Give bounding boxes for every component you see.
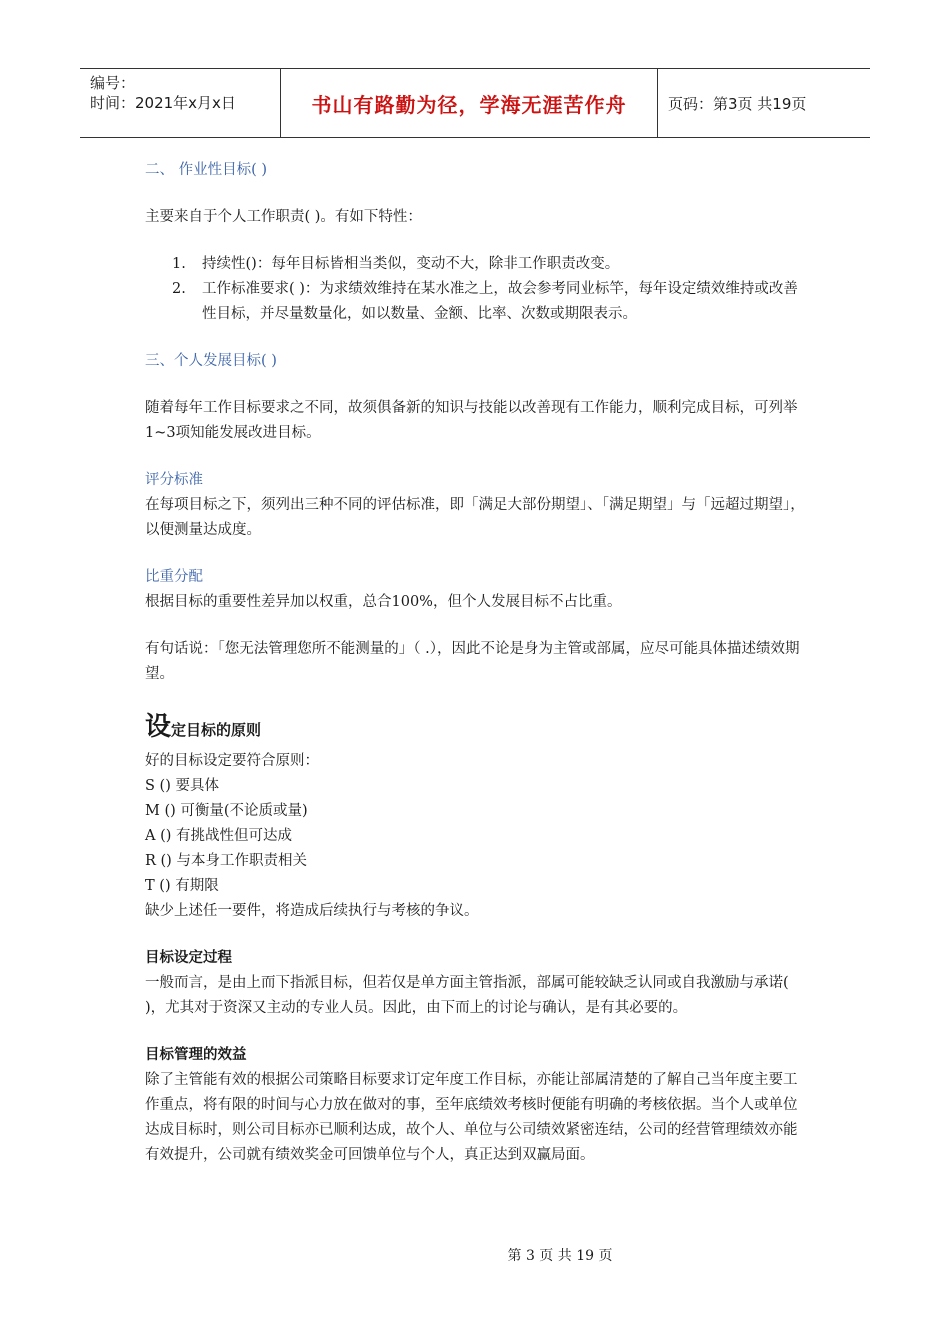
scoring-body: 在每项目标之下，须列出三种不同的评估标准，即「满足大部份期望」、「满足期望」与「远超过期望」，以便测量达成度。 [145, 497, 805, 538]
weighting-body: 根据目标的重要性差异加以权重，总合100%，但个人发展目标不占比重。 [145, 594, 622, 610]
header-number-label: 编号： [90, 74, 136, 92]
section2-list [145, 252, 810, 327]
list-item-number: 2. [172, 281, 186, 297]
principle-item: A () 有挑战性但可达成 [145, 828, 293, 844]
scoring-title: 评分标准 [145, 472, 203, 488]
saying-paragraph: 有句话说：「您无法管理您所不能测量的」（ .），因此不论是身为主管或部属，应尽可能具体描述绩效期望。 [145, 641, 800, 682]
principles-intro: 好的目标设定要符合原则： [145, 753, 319, 769]
section3-body: 随着每年工作目标要求之不同，故须俱备新的知识与技能以改善现有工作能力，顺利完成目标，可列举1~3项知能发展改进目标。 [145, 400, 798, 441]
list-item-number: 1. [172, 256, 186, 272]
weighting-title: 比重分配 [145, 569, 203, 585]
principle-item: R () 与本身工作职责相关 [145, 853, 307, 869]
header-motto: 书山有路勤为径，学海无涯苦作舟 [281, 69, 658, 137]
principle-item: M () 可衡量(不论质或量) [145, 803, 308, 819]
process-title: 目标设定过程 [145, 950, 232, 966]
page-footer: 第 3 页 共 19 页 [507, 1248, 613, 1264]
benefits-body: 除了主管能有效的根据公司策略目标要求订定年度工作目标，亦能让部属清楚的了解自己当年度主要工作重点，将有限的时间与心力放在做对的事，至年底绩效考核时便能有明确的考核依据。当个人或单位达成目标时，则公司目标亦已顺利达成，故个人、单位与公司绩效紧密连结，公司的经营管理绩效亦能有效提升，公司就有绩效奖金可回馈单位与个人，真正达到双赢局面。 [145, 1072, 798, 1163]
list-item-text: 工作标准要求( )：为求绩效维持在某水准之上，故会参考同业标竿，每年设定绩效维持或改善性目标，并尽量数量化，如以数量、金额、比率、次数或期限表示。 [202, 281, 798, 322]
benefits-title: 目标管理的效益 [145, 1047, 247, 1063]
principles-heading-first-char: 设 [145, 712, 172, 742]
document-body [145, 158, 810, 1168]
header-page-info: 页码：第3页 共19页 [668, 94, 807, 113]
principles-heading [145, 709, 810, 749]
section3-title: 三、个人发展目标( ) [145, 353, 277, 369]
principles-outro: 缺少上述任一要件，将造成后续执行与考核的争议。 [145, 903, 479, 919]
process-body: 一般而言，是由上而下指派目标，但若仅是单方面主管指派，部属可能较缺乏认同或自我激励与承诺( )，尤其对于资深又主动的专业人员。因此，由下而上的讨论与确认，是有其必要的。 [145, 975, 789, 1016]
principles-heading-rest: 定目标的原则 [171, 721, 262, 739]
section2-title: 二、 作业性目标( ) [145, 162, 268, 178]
page-header [80, 68, 870, 138]
list-item-text: 持续性()：每年目标皆相当类似，变动不大，除非工作职责改变。 [202, 256, 620, 272]
section2-intro: 主要来自于个人工作职责( )。有如下特性： [145, 209, 422, 225]
list-item [145, 277, 810, 327]
principle-item: T () 有期限 [145, 878, 219, 894]
header-time-label: 时间：2021年x月x日 [90, 94, 236, 112]
principle-item: S () 要具体 [145, 778, 219, 794]
list-item [145, 252, 810, 277]
header-meta [80, 69, 281, 137]
